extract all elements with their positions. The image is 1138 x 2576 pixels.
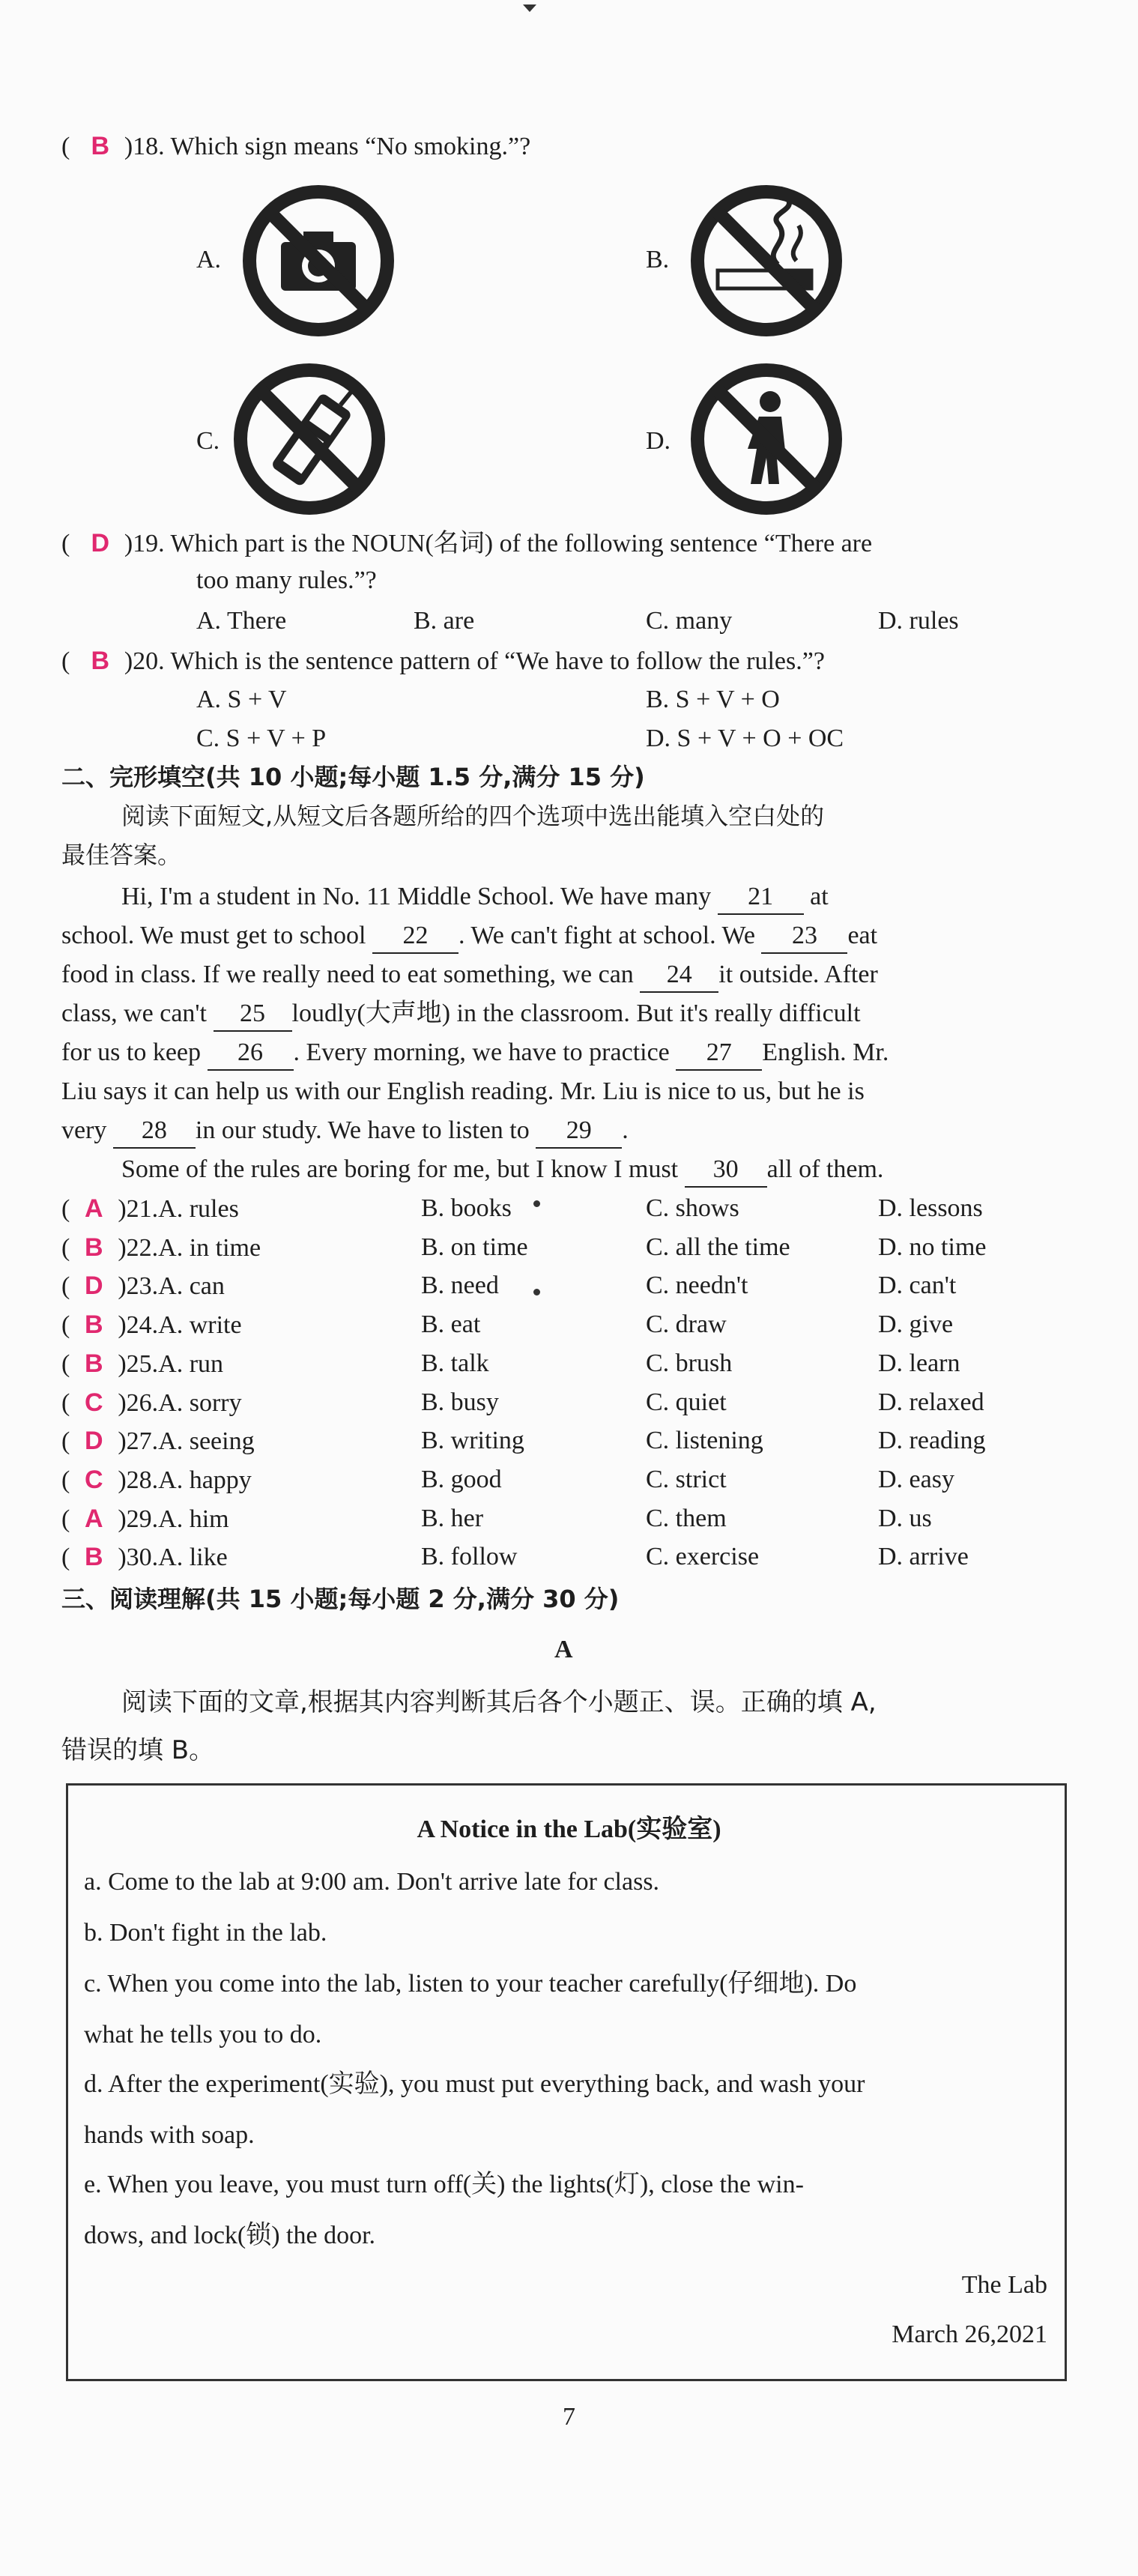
option-label: D.	[646, 427, 671, 455]
option-b: B. are	[414, 607, 475, 635]
option: C. quiet	[646, 1388, 727, 1416]
blank-22: 22	[372, 919, 458, 954]
question-number: )30.	[118, 1544, 159, 1571]
answer-20: B	[91, 647, 110, 675]
question-number: )27.	[118, 1427, 159, 1455]
blank-29: 29	[536, 1114, 622, 1149]
answer: B	[85, 1233, 103, 1262]
option: C. listening	[646, 1427, 763, 1454]
question-stem: Which sign means “No smoking.”?	[170, 133, 531, 160]
cloze-question	[61, 1231, 261, 1265]
question-number: )20.	[124, 647, 165, 675]
option: B. her	[421, 1505, 484, 1532]
option: D. relaxed	[878, 1388, 984, 1416]
passage-line: class, we can't 25 loudly(大声地) in the classroom. But it's really difficult	[61, 997, 861, 1032]
answer: A	[85, 1505, 103, 1533]
question-number: )29.	[118, 1505, 159, 1533]
option: D. no time	[878, 1233, 987, 1261]
option: A. in time	[158, 1234, 261, 1262]
blank-26: 26	[208, 1036, 294, 1071]
paren-open: (	[61, 1311, 70, 1339]
question-number: )23.	[118, 1272, 159, 1300]
cloze-question	[61, 1541, 228, 1574]
paren-open: (	[61, 530, 70, 557]
answer: B	[85, 1349, 103, 1378]
no-mobile-phone-icon	[231, 360, 388, 518]
blank-24: 24	[640, 958, 718, 993]
option: D. easy	[878, 1466, 954, 1493]
option: C. exercise	[646, 1543, 760, 1570]
answer: C	[85, 1466, 103, 1494]
cloze-question	[61, 1502, 229, 1536]
question-18	[61, 130, 530, 163]
question-number: )24.	[118, 1311, 159, 1339]
paren-open: (	[61, 1427, 70, 1455]
option: A. sorry	[158, 1389, 242, 1417]
ink-dot	[533, 1289, 540, 1295]
option: C. strict	[646, 1466, 727, 1493]
paren-open: (	[61, 133, 70, 160]
option: C. shows	[646, 1194, 739, 1222]
option: A. happy	[158, 1466, 252, 1494]
answer: D	[85, 1272, 103, 1300]
section-3-heading: 三、阅读理解(共 15 小题;每小题 2 分,满分 30 分)	[61, 1585, 620, 1613]
option-d: D. S + V + O + OC	[646, 725, 844, 752]
passage-line: food in class. If we really need to eat something, we can 24 it outside. After	[61, 958, 878, 993]
option: B. good	[421, 1466, 502, 1493]
option-a: A. S + V	[196, 686, 287, 713]
passage-line: school. We must get to school 22 . We can't fight at school. We 23 eat	[61, 919, 877, 954]
blank-23: 23	[761, 919, 847, 954]
no-walking-icon	[688, 360, 845, 518]
cloze-question	[61, 1424, 255, 1458]
cloze-question	[61, 1463, 252, 1497]
question-number: )19.	[124, 530, 165, 557]
option: D. learn	[878, 1349, 960, 1377]
option: D. reading	[878, 1427, 986, 1454]
question-number: )21.	[118, 1195, 159, 1223]
answer: A	[85, 1194, 103, 1223]
question-number: )18.	[124, 133, 165, 160]
option: A. write	[158, 1311, 242, 1339]
option: A. can	[158, 1272, 225, 1300]
paren-open: (	[61, 1544, 70, 1571]
question-number: )28.	[118, 1466, 159, 1494]
option: B. writing	[421, 1427, 524, 1454]
option: B. books	[421, 1194, 512, 1222]
question-stem: Which is the sentence pattern of “We have to follow the rules.”?	[170, 647, 825, 675]
option-label: B.	[646, 246, 670, 273]
answer: B	[85, 1310, 103, 1339]
blank-30: 30	[685, 1153, 767, 1188]
option: D. us	[878, 1505, 932, 1532]
option: A. him	[158, 1505, 229, 1533]
paren-open: (	[61, 1195, 70, 1223]
option: A. seeing	[158, 1427, 255, 1455]
notice-line: e. When you leave, you must turn off(关) the lights(灯), close the win-	[84, 2171, 804, 2198]
option: B. follow	[421, 1543, 518, 1570]
page-number: 7	[563, 2403, 575, 2431]
section-2-heading: 二、完形填空(共 10 小题;每小题 1.5 分,满分 15 分)	[61, 763, 645, 791]
question-19	[61, 527, 872, 560]
cloze-question	[61, 1269, 225, 1303]
option-a: A. There	[196, 607, 287, 635]
answer-18: B	[91, 132, 110, 160]
ink-dot	[533, 1200, 540, 1207]
option: C. needn't	[646, 1272, 748, 1299]
option: D. can't	[878, 1272, 957, 1299]
blank-25: 25	[214, 997, 292, 1032]
question-20	[61, 644, 825, 678]
cloze-question	[61, 1308, 242, 1342]
question-number: )26.	[118, 1389, 159, 1417]
notice-line: d. After the experiment(实验), you must put everything back, and wash your	[84, 2070, 865, 2098]
passage-line: very 28 in our study. We have to listen to 29 .	[61, 1114, 629, 1149]
answer-19: D	[91, 529, 110, 557]
notice-line: b. Don't fight in the lab.	[84, 1919, 327, 1947]
option-label: A.	[196, 246, 222, 273]
option: C. brush	[646, 1349, 733, 1377]
notice-line: c. When you come into the lab, listen to your teacher carefully(仔细地). Do	[84, 1970, 857, 1998]
blank-28: 28	[113, 1114, 196, 1149]
blank-21: 21	[718, 880, 804, 915]
no-smoking-icon	[688, 182, 845, 339]
notice-signature: The Lab	[961, 2271, 1047, 2299]
option: A. run	[158, 1350, 224, 1378]
paren-open: (	[61, 647, 70, 675]
passage-line: for us to keep 26 . Every morning, we have to practice 27 English. Mr.	[61, 1036, 889, 1071]
notice-line: a. Come to the lab at 9:00 am. Don't arrive late for class.	[84, 1868, 660, 1896]
option: D. lessons	[878, 1194, 983, 1222]
option-label: C.	[196, 427, 220, 455]
no-camera-icon	[240, 182, 397, 339]
option-c: C. S + V + P	[196, 725, 327, 752]
option: B. busy	[421, 1388, 499, 1416]
section-2-instruction: 阅读下面短文,从短文后各题所给的四个选项中选出能填入空白处的	[121, 802, 825, 830]
section-3-instruction-cont: 错误的填 B。	[61, 1735, 215, 1765]
paren-open: (	[61, 1350, 70, 1378]
answer: D	[85, 1427, 103, 1455]
question-number: )22.	[118, 1234, 159, 1262]
question-stem-cont: too many rules.”?	[196, 566, 377, 594]
paren-open: (	[61, 1389, 70, 1417]
cloze-question	[61, 1347, 223, 1381]
option: A. like	[158, 1544, 228, 1571]
option: B. need	[421, 1272, 499, 1299]
cloze-question	[61, 1192, 239, 1226]
notice-line: what he tells you to do.	[84, 2021, 322, 2049]
option: D. give	[878, 1310, 954, 1338]
blank-27: 27	[676, 1036, 762, 1071]
section-2-instruction-cont: 最佳答案。	[61, 841, 182, 869]
section-3-instruction: 阅读下面的文章,根据其内容判断其后各个小题正、误。正确的填 A,	[121, 1687, 877, 1717]
paren-open: (	[61, 1272, 70, 1300]
question-stem: Which part is the NOUN(名词) of the following sentence “There are	[170, 530, 873, 557]
paren-open: (	[61, 1466, 70, 1494]
option: D. arrive	[878, 1543, 969, 1570]
cloze-question	[61, 1386, 242, 1420]
passage-line: Hi, I'm a student in No. 11 Middle School. We have many 21 at	[121, 880, 829, 915]
part-a-title: A	[554, 1636, 573, 1663]
notice-title: A Notice in the Lab(实验室)	[417, 1815, 721, 1843]
notice-line: hands with soap.	[84, 2121, 255, 2149]
option: C. draw	[646, 1310, 727, 1338]
option: B. on time	[421, 1233, 528, 1261]
passage-line: Some of the rules are boring for me, but I know I must 30 all of them.	[121, 1153, 883, 1188]
option-c: C. many	[646, 607, 733, 635]
passage-line: Liu says it can help us with our English reading. Mr. Liu is nice to us, but he is	[61, 1077, 865, 1105]
option: B. talk	[421, 1349, 489, 1377]
notice-line: dows, and lock(锁) the door.	[84, 2222, 376, 2249]
answer: B	[85, 1543, 103, 1571]
option: C. all the time	[646, 1233, 790, 1261]
option-b: B. S + V + O	[646, 686, 780, 713]
question-number: )25.	[118, 1350, 159, 1378]
option: A. rules	[158, 1195, 239, 1223]
top-mark	[523, 4, 536, 12]
option: C. them	[646, 1505, 727, 1532]
answer: C	[85, 1388, 103, 1417]
paren-open: (	[61, 1505, 70, 1533]
option: B. eat	[421, 1310, 481, 1338]
notice-date: March 26,2021	[892, 2320, 1047, 2348]
option-d: D. rules	[878, 607, 959, 635]
paren-open: (	[61, 1234, 70, 1262]
